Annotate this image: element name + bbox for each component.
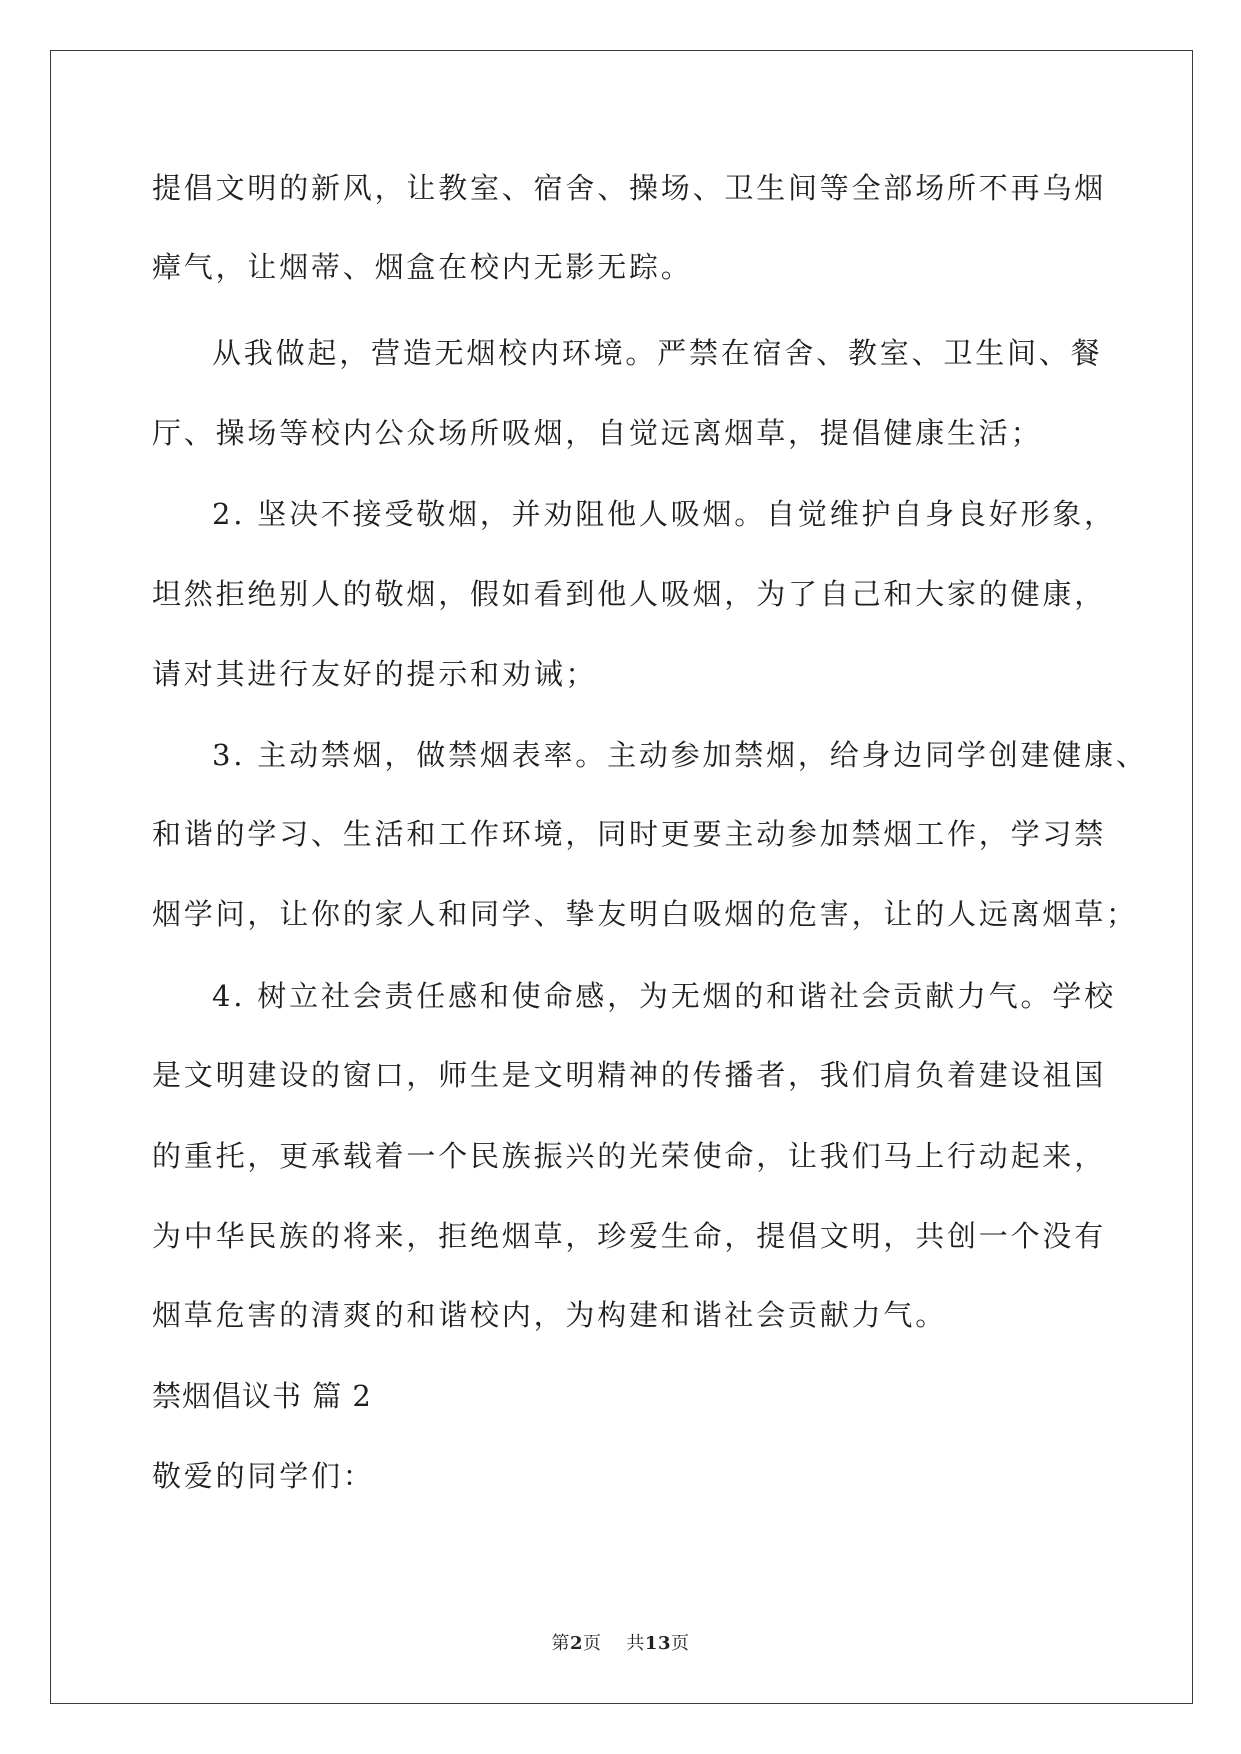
page-border <box>50 50 1193 1704</box>
text-line: 坦然拒绝别人的敬烟，假如看到他人吸烟，为了自己和大家的健康， <box>152 577 1107 611</box>
text-line: 的重托，更承载着一个民族振兴的光荣使命，让我们马上行动起来， <box>152 1139 1107 1173</box>
footer-page-suffix: 页 <box>583 1633 602 1654</box>
text-line: 是文明建设的窗口，师生是文明精神的传播者，我们肩负着建设祖国 <box>152 1058 1107 1092</box>
total-page-count: 13 <box>644 1633 671 1654</box>
text-line: 厅、操场等校内公众场所吸烟，自觉远离烟草，提倡健康生活； <box>152 416 1043 450</box>
section-heading: 禁烟倡议书 篇 2 <box>152 1379 372 1413</box>
text-line: 烟学问，让你的家人和同学、挚友明白吸烟的危害，让的人远离烟草； <box>152 897 1138 931</box>
paragraph-start-line: 2. 坚决不接受敬烟，并劝阻他人吸烟。自觉维护自身良好形象， <box>212 497 1116 531</box>
salutation: 敬爱的同学们： <box>152 1459 375 1493</box>
text-line: 瘴气，让烟蒂、烟盒在校内无影无踪。 <box>152 250 693 284</box>
paragraph-start-line: 从我做起，营造无烟校内环境。严禁在宿舍、教室、卫生间、餐 <box>212 336 1103 370</box>
footer-total-prefix: 共 <box>626 1633 645 1654</box>
text-line: 烟草危害的清爽的和谐校内，为构建和谐社会贡献力气。 <box>152 1298 948 1332</box>
paragraph-start-line: 3. 主动禁烟，做禁烟表率。主动参加禁烟，给身边同学创建健康、 <box>212 738 1148 772</box>
footer-total-suffix: 页 <box>670 1633 690 1654</box>
footer-prefix: 第 <box>551 1633 570 1654</box>
text-line: 为中华民族的将来，拒绝烟草，珍爱生命，提倡文明，共创一个没有 <box>152 1219 1107 1253</box>
current-page-number: 2 <box>570 1633 584 1654</box>
text-line: 请对其进行友好的提示和劝诫； <box>152 657 598 691</box>
page-footer <box>0 1633 1241 1655</box>
paragraph-start-line: 4. 树立社会责任感和使命感，为无烟的和谐社会贡献力气。学校 <box>212 979 1116 1013</box>
text-line: 提倡文明的新风，让教室、宿舍、操场、卫生间等全部场所不再乌烟 <box>152 171 1107 205</box>
text-line: 和谐的学习、生活和工作环境，同时更要主动参加禁烟工作，学习禁 <box>152 817 1107 851</box>
